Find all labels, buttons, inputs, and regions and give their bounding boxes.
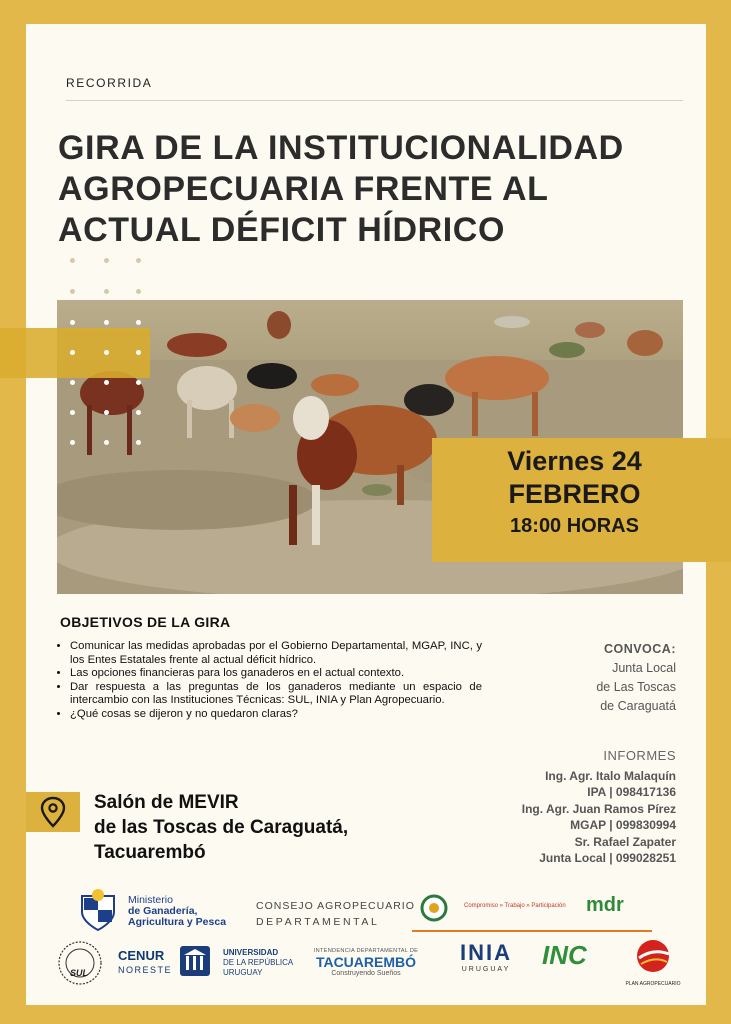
contact-name: Ing. Agr. Italo Malaquín: [545, 769, 676, 783]
venue-line: Salón de MEVIR: [94, 792, 239, 813]
mgap-line: Agricultura y Pesca: [128, 916, 227, 928]
convoca-heading: CONVOCA:: [603, 642, 676, 656]
convoca-line: de Caraguatá: [600, 699, 676, 713]
cenur-line: CENUR: [118, 948, 165, 963]
sul-text: SUL: [70, 968, 88, 978]
inc-logo: INC: [542, 940, 587, 970]
kicker-label: RECORRIDA: [66, 76, 153, 90]
objective-item: • ¿Qué cosas se dijeron y no quedaron claras?: [70, 708, 482, 722]
mdr-tagline: Compromiso » Trabajo » Participación: [464, 903, 566, 909]
cenur-logo: [118, 948, 172, 978]
header-divider: [66, 100, 683, 101]
objectives-list: [58, 640, 482, 722]
udelar-building-icon: [178, 944, 212, 978]
udelar-line: URUGUAY: [223, 968, 263, 977]
uruguay-sun-shield-icon: [76, 888, 120, 932]
tacuarembo-line: Construyendo Sueños: [331, 970, 401, 977]
contact-name: Sr. Rafael Zapater: [574, 835, 676, 849]
objective-item: • Las opciones financieras para los ganaderos en el actual contexto.: [70, 667, 482, 681]
sul-logo: [56, 938, 104, 993]
udelar-line: DE LA REPÚBLICA: [223, 958, 294, 967]
mgap-logo: [76, 888, 120, 937]
plan-sphere-icon: [633, 936, 673, 976]
contact-detail: Junta Local | 099028251: [539, 851, 676, 865]
consejo-line: DEPARTAMENTAL: [256, 916, 380, 928]
title-line-3: ACTUAL DÉFICIT HÍDRICO: [58, 211, 505, 249]
informes-heading: INFORMES: [603, 748, 676, 763]
contact-detail: MGAP | 099830994: [570, 818, 676, 832]
inia-logo: [448, 940, 524, 973]
title-line-2: AGROPECUARIA FRENTE AL: [58, 170, 549, 208]
consejo-line: CONSEJO AGROPECUARIO: [256, 900, 415, 912]
venue-icon-box: [26, 792, 80, 832]
inia-line: URUGUAY: [461, 966, 511, 973]
sul-seal-icon: [56, 938, 104, 988]
mgap-text: [128, 895, 226, 928]
inia-line: INIA: [460, 940, 512, 965]
poster-title: [58, 128, 698, 251]
udelar-logo: [178, 944, 212, 983]
mdr-wordmark: mdr: [586, 894, 624, 916]
contact-entry: [456, 834, 676, 866]
location-pin-icon: [26, 792, 80, 832]
venue-text: [94, 790, 348, 865]
convoca-block: [560, 640, 676, 716]
contact-name: Ing. Agr. Juan Ramos Pírez: [521, 802, 676, 816]
objectives-heading: OBJETIVOS DE LA GIRA: [60, 614, 231, 630]
contact-entry: [456, 768, 676, 800]
cenur-line: NORESTE: [118, 965, 173, 975]
udelar-line: UNIVERSIDAD: [223, 948, 279, 957]
plan-text: PLAN AGROPECUARIO: [625, 981, 681, 987]
mdr-emblem-icon: [420, 894, 448, 922]
decorative-dots-photo: [70, 320, 150, 450]
plan-agropecuario-logo: [622, 936, 684, 987]
venue-line: de las Toscas de Caraguatá,: [94, 817, 349, 838]
title-line-1: GIRA DE LA INSTITUCIONALIDAD: [58, 129, 624, 167]
event-time: 18:00 HORAS: [510, 515, 639, 537]
udelar-text: [223, 948, 293, 978]
tacuarembo-line: INTENDENCIA DEPARTAMENTAL DE: [313, 948, 419, 954]
convoca-line: Junta Local: [612, 661, 676, 675]
consejo-logo: [256, 898, 415, 930]
decorative-dots-top: [70, 258, 150, 298]
tacuarembo-logo: [304, 948, 428, 977]
objective-item: • Dar respuesta a las preguntas de los ganaderos mediante un espacio de intercambio con las Instituciones Técnicas: SUL, INIA y Plan Agropecuario.: [70, 681, 482, 708]
mgap-line: de Ganadería,: [128, 905, 198, 917]
venue-line: Tacuarembó: [94, 842, 206, 863]
contact-detail: IPA | 098417136: [587, 785, 676, 799]
event-month: FEBRERO: [508, 479, 641, 509]
objective-item: • Comunicar las medidas aprobadas por el Gobierno Departamental, MGAP, INC, y los Entes Estatales frente al actual déficit hídrico.: [70, 640, 482, 667]
contact-entry: [456, 801, 676, 833]
mgap-line: Ministerio: [128, 894, 173, 906]
mdr-logo: [412, 890, 652, 932]
event-day: Viernes 24: [507, 446, 642, 476]
convoca-line: de Las Toscas: [596, 680, 676, 694]
tacuarembo-line: TACUAREMBÓ: [315, 954, 417, 970]
